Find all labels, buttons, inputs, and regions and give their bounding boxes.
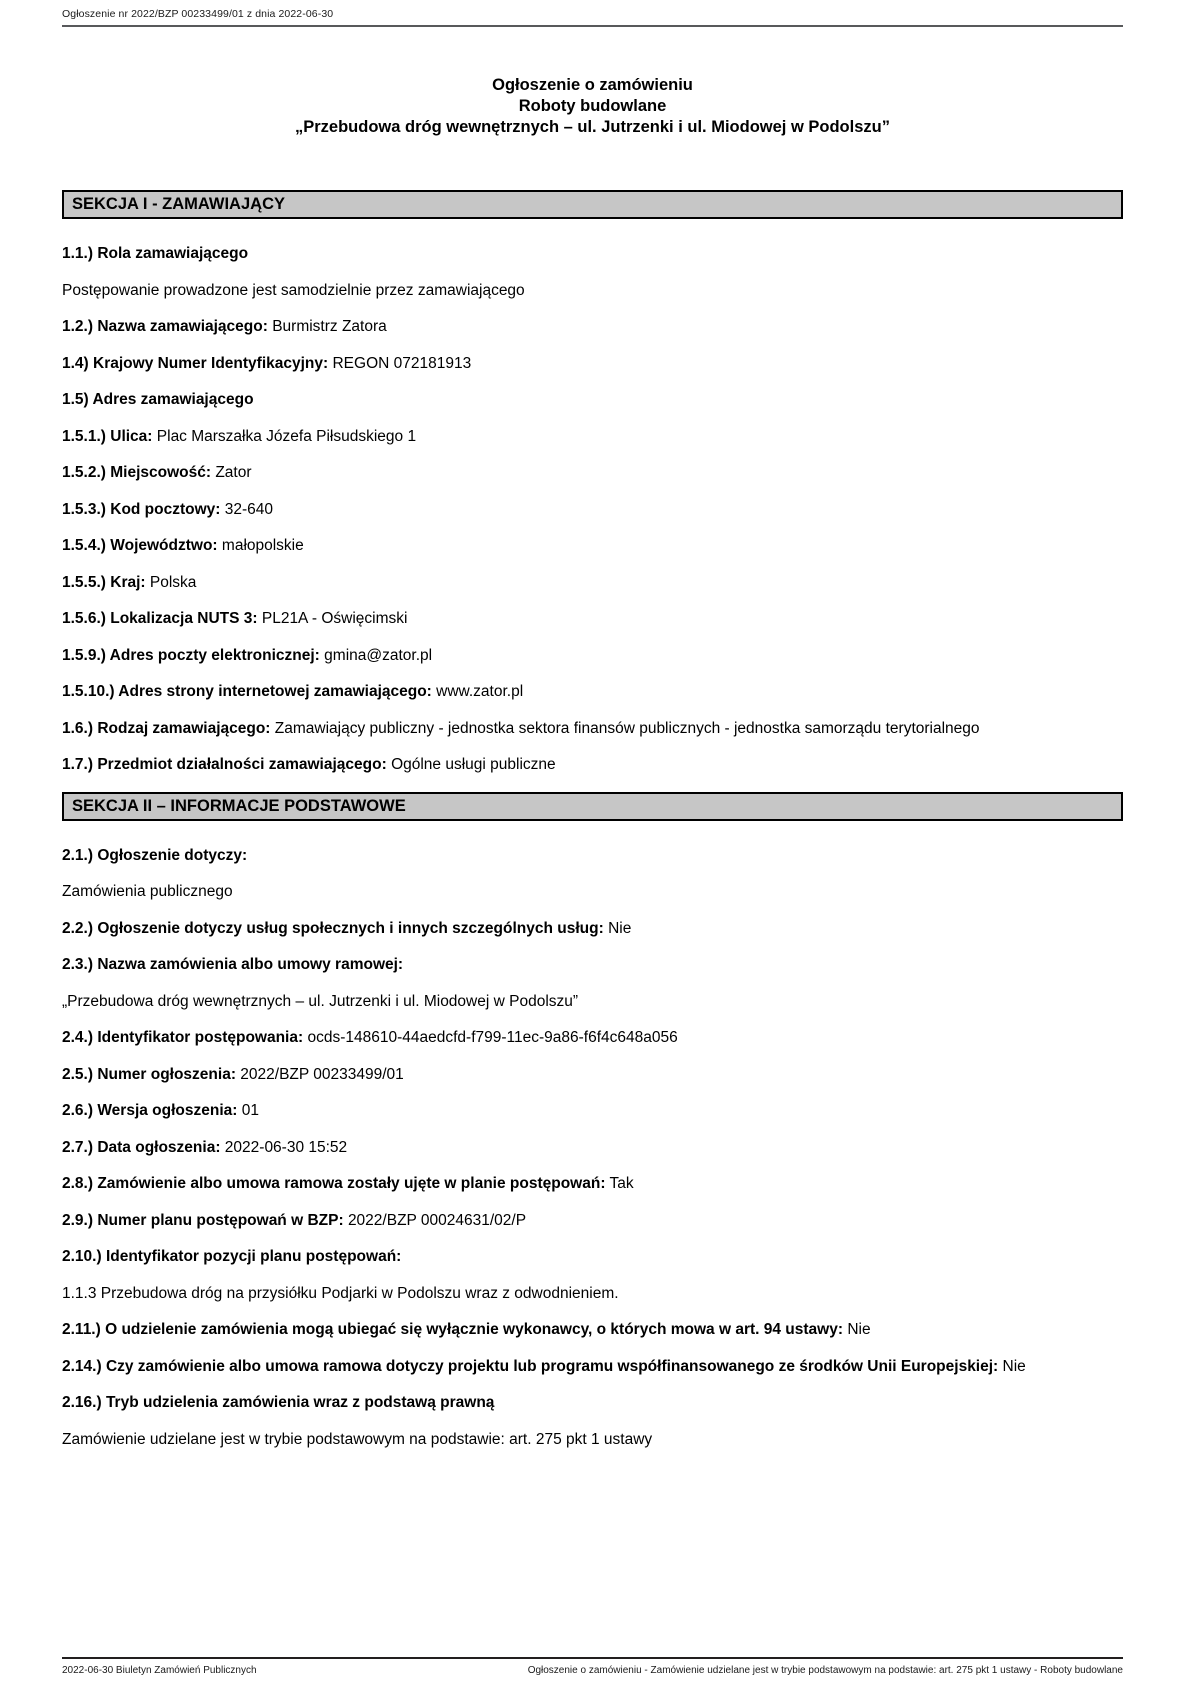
field-label: 1.5.6.) Lokalizacja NUTS 3: [62,610,258,627]
field-row [62,1430,1123,1450]
field-row [62,573,1123,593]
document-title [62,75,1123,138]
section-heading: SEKCJA I - ZAMAWIAJĄCY [62,190,1123,219]
field-row [62,1393,1123,1413]
field-value: Postępowanie prowadzone jest samodzielnie przez zamawiającego [62,281,525,299]
field-value: Nie [608,919,632,937]
field-row [62,1247,1123,1267]
field-row [62,1174,1123,1194]
footer-divider [62,1657,1123,1659]
field-value: Plac Marszałka Józefa Piłsudskiego 1 [156,427,417,445]
title-line-name: „Przebudowa dróg wewnętrznych – ul. Jutrzenki i ul. Miodowej w Podolszu” [295,118,890,136]
field-value: gmina@zator.pl [324,646,433,664]
field-value: Burmistrz Zatora [272,318,387,335]
field-value: Nie [1002,1357,1026,1375]
field-row [62,992,1123,1012]
field-label: 1.5.9.) Adres poczty elektronicznej: [62,646,320,664]
field-label: 1.1.) Rola zamawiającego [62,245,249,262]
field-row [62,682,1123,702]
field-label: 1.5.5.) Kraj: [62,573,146,591]
field-row [62,1211,1123,1231]
field-row [62,463,1123,483]
field-value: REGON 072181913 [332,354,472,372]
field-label: 2.16.) Tryb udzielenia zamówienia wraz z podstawą prawną [62,1394,495,1411]
field-value: „Przebudowa dróg wewnętrznych – ul. Jutrzenki i ul. Miodowej w Podolszu” [62,992,579,1010]
document-section [62,792,1123,1450]
field-label: 1.4) Krajowy Numer Identyfikacyjny: [62,354,329,372]
field-label: 2.5.) Numer ogłoszenia: [62,1065,236,1083]
field-value: małopolskie [221,537,304,554]
field-value: ocds-148610-44aedcfd-f799-11ec-9a86-f6f4c648a056 [307,1029,678,1046]
field-label: 2.3.) Nazwa zamówienia albo umowy ramowej: [62,956,404,973]
field-row [62,317,1123,337]
field-row [62,846,1123,866]
field-value: Ogólne usługi publiczne [391,756,556,773]
field-label: 2.4.) Identyfikator postępowania: [62,1029,304,1046]
field-row [62,244,1123,264]
field-label: 1.5.3.) Kod pocztowy: [62,500,221,518]
field-label: 2.1.) Ogłoszenie dotyczy: [62,846,248,864]
field-label: 1.2.) Nazwa zamawiającego: [62,318,268,335]
field-row [62,427,1123,447]
field-value: 2022/BZP 00233499/01 [240,1065,404,1083]
field-row [62,719,1123,739]
field-label: 1.5.4.) Województwo: [62,537,218,554]
title-line-type: Ogłoszenie o zamówieniu [492,76,693,94]
field-row [62,1320,1123,1340]
field-label: 2.8.) Zamówienie albo umowa ramowa zostały ujęte w planie postępowań: [62,1175,606,1192]
field-value: 1.1.3 Przebudowa dróg na przysiółku Podjarki w Podolszu wraz z odwodnieniem. [62,1284,619,1302]
field-row [62,882,1123,902]
section-heading: SEKCJA II – INFORMACJE PODSTAWOWE [62,792,1123,821]
field-row [62,1065,1123,1085]
field-label: 1.5.1.) Ulica: [62,427,153,445]
field-label: 2.2.) Ogłoszenie dotyczy usług społecznych i innych szczególnych usług: [62,919,604,937]
field-label: 1.5.10.) Adres strony internetowej zamawiającego: [62,683,432,700]
field-row [62,390,1123,410]
field-row [62,536,1123,556]
footer-procedure-note: Ogłoszenie o zamówieniu - Zamówienie udzielane jest w trybie podstawowym na podstawie: art. 275 pkt 1 ustawy - Roboty budowlane [527,1665,1123,1676]
field-row [62,919,1123,939]
field-row [62,755,1123,775]
title-line-category: Roboty budowlane [518,97,667,115]
field-row [62,955,1123,975]
field-row [62,1101,1123,1121]
field-value: 01 [241,1102,259,1119]
page-footer [62,1657,1123,1676]
page-header-note: Ogłoszenie nr 2022/BZP 00233499/01 z dnia 2022-06-30 [62,8,334,20]
field-label: 2.9.) Numer planu postępowań w BZP: [62,1211,344,1229]
field-row [62,1357,1123,1377]
field-value: Zamawiający publiczny - jednostka sektora finansów publicznych - jednostka samorządu terytorialnego [274,719,980,737]
field-value: Polska [149,573,197,591]
field-label: 2.7.) Data ogłoszenia: [62,1138,221,1156]
field-value: Zamówienia publicznego [62,883,233,900]
field-label: 1.5.2.) Miejscowość: [62,464,212,481]
field-row [62,609,1123,629]
field-row [62,1138,1123,1158]
document-body [62,190,1123,1449]
field-value: Nie [847,1321,871,1338]
field-value: PL21A - Oświęcimski [261,610,408,627]
field-label: 2.11.) O udzielenie zamówienia mogą ubiegać się wyłącznie wykonawcy, o których mowa w art. 94 ustawy: [62,1321,844,1338]
field-value: www.zator.pl [436,683,524,700]
field-value: Zamówienie udzielane jest w trybie podstawowym na podstawie: art. 275 pkt 1 ustawy [62,1430,653,1448]
field-label: 2.6.) Wersja ogłoszenia: [62,1102,238,1119]
field-row [62,646,1123,666]
field-row [62,281,1123,301]
field-value: Zator [215,464,252,481]
field-row [62,354,1123,374]
field-row [62,1028,1123,1048]
field-value: 2022-06-30 15:52 [224,1138,348,1156]
field-label: 2.14.) Czy zamówienie albo umowa ramowa dotyczy projektu lub programu współfinansowanego ze środków Unii Europejskiej: [62,1357,999,1375]
field-value: 32-640 [224,500,274,518]
field-label: 1.7.) Przedmiot działalności zamawiającego: [62,756,387,773]
field-row [62,1284,1123,1304]
header-divider [62,25,1123,27]
footer-bulletin-note: 2022-06-30 Biuletyn Zamówień Publicznych [62,1665,257,1676]
field-label: 1.6.) Rodzaj zamawiającego: [62,719,271,737]
field-value: 2022/BZP 00024631/02/P [347,1211,527,1229]
field-label: 2.10.) Identyfikator pozycji planu postępowań: [62,1248,402,1265]
field-row [62,500,1123,520]
field-value: Tak [609,1175,634,1192]
document-section [62,190,1123,775]
field-label: 1.5) Adres zamawiającego [62,391,254,408]
